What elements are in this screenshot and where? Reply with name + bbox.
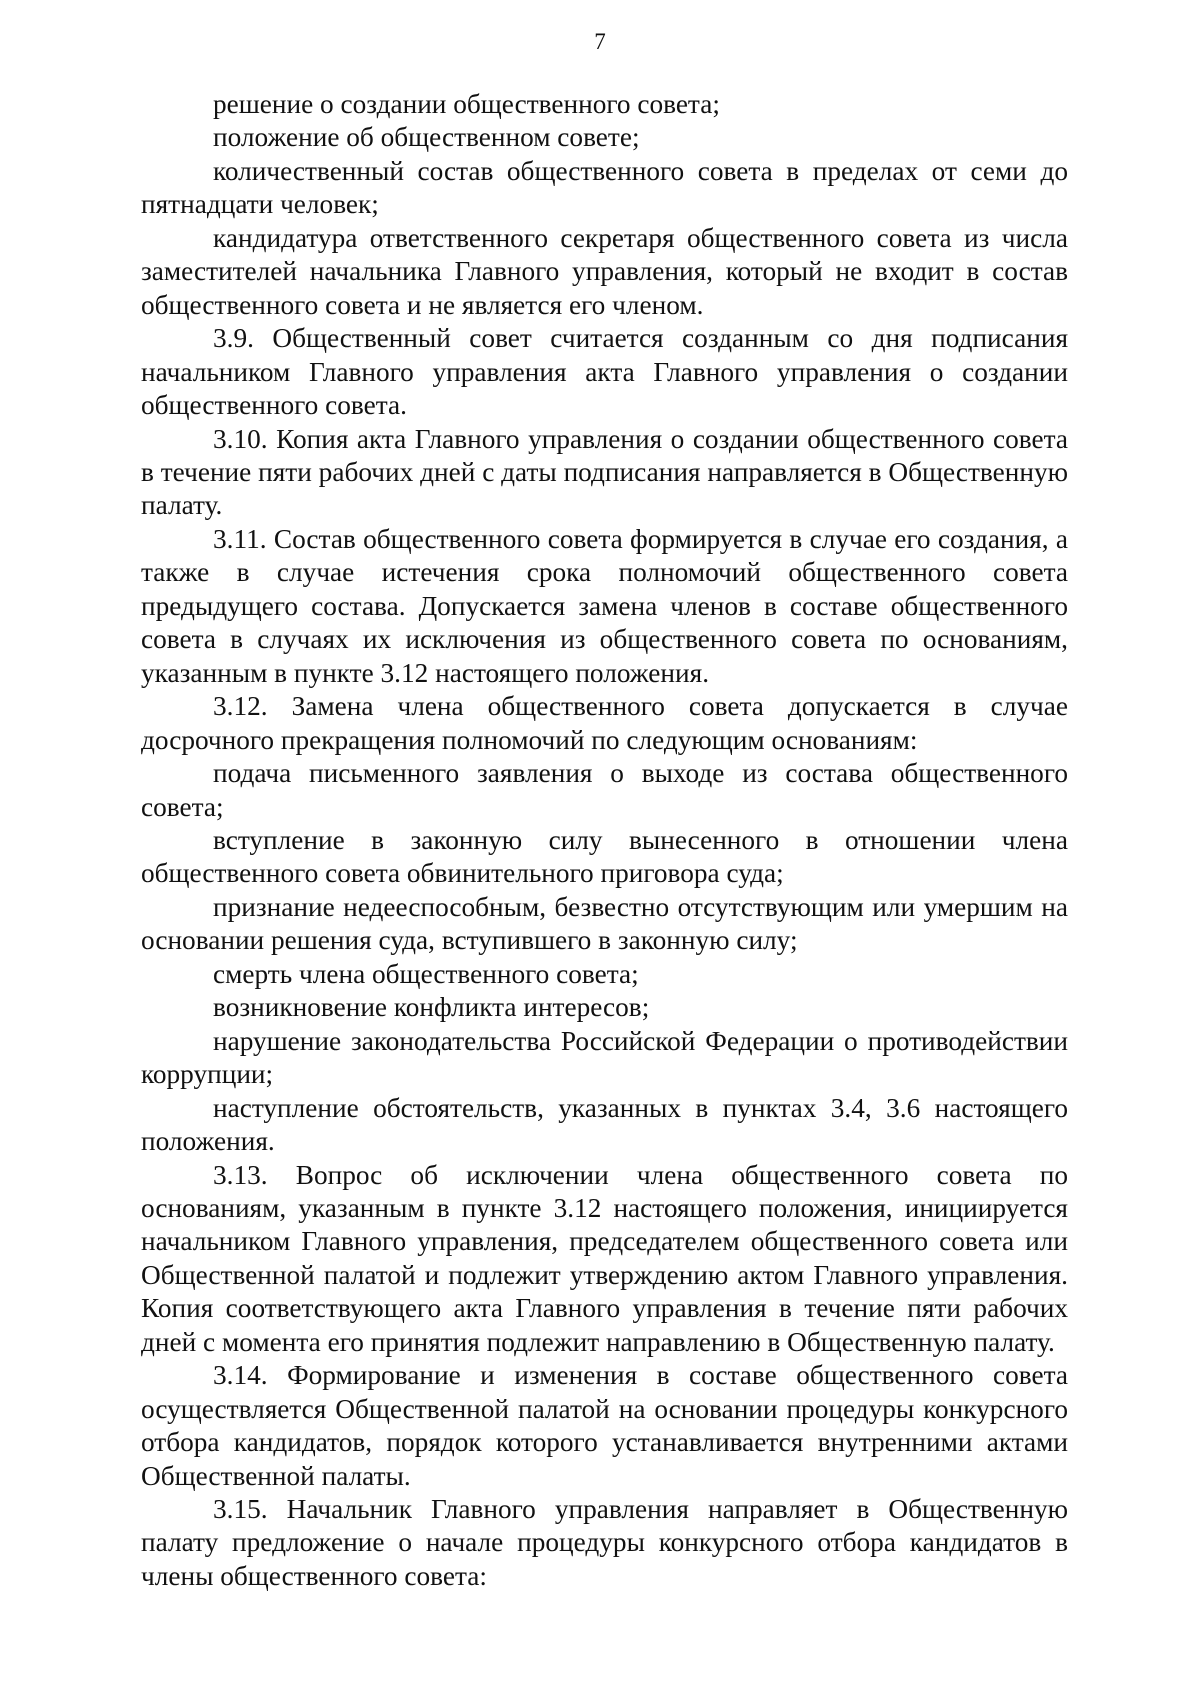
paragraph-3-10: 3.10. Копия акта Главного управления о создании общественного совета в течение пяти рабочих дней с даты подписания направляется в Общественную палату. [141, 423, 1068, 521]
list-item-circumstances: наступление обстоятельств, указанных в пунктах 3.4, 3.6 настоящего положения. [141, 1092, 1068, 1157]
list-item-resignation: подача письменного заявления о выходе из состава общественного совета; [141, 758, 1068, 822]
list-item-conflict: возникновение конфликта интересов; [213, 992, 650, 1023]
paragraph-3-13: 3.13. Вопрос об исключении члена общественного совета по основаниям, указанным в пункте 3.12 настоящего положения, инициируется начальником Главного управления, председателем общественного совета или Общественной палатой и подлежит утверждению актом Главного управления. Копия соответствующего акта Главного управления в течение пяти рабочих дней с момента его принятия подлежит направлению в Общественную палату. [141, 1159, 1068, 1357]
paragraph-3-11: 3.11. Состав общественного совета формируется в случае его создания, а также в случае истечения срока полномочий общественного совета предыдущего состава. Допускается замена членов в составе общественного совета в случаях их исключения из общественного совета по основаниям, указанным в пункте 3.12 настоящего положения. [141, 523, 1068, 688]
paragraph-regulation: положение об общественном совете; [213, 122, 640, 153]
document-body [141, 88, 1068, 1593]
list-item-corruption: нарушение законодательства Российской Федерации о противодействии коррупции; [141, 1025, 1068, 1090]
list-item-death: смерть члена общественного совета; [213, 958, 639, 989]
list-item-incapacity: признание недееспособным, безвестно отсутствующим или умершим на основании решения суда, вступившего в законную силу; [141, 891, 1068, 956]
page-number: 7 [594, 29, 606, 54]
paragraph-quantity: количественный состав общественного совета в пределах от семи до пятнадцати человек; [141, 155, 1068, 220]
paragraph-3-15: 3.15. Начальник Главного управления направляет в Общественную палату предложение о начале процедуры конкурсного отбора кандидатов в члены общественного совета: [141, 1494, 1068, 1591]
paragraph-secretary: кандидатура ответственного секретаря общественного совета из числа заместителей начальника Главного управления, который не входит в состав общественного совета и не является его членом. [141, 222, 1068, 320]
paragraph-decision: решение о создании общественного совета; [213, 89, 720, 119]
paragraph-3-9: 3.9. Общественный совет считается созданным со дня подписания начальником Главного управления акта Главного управления о создании общественного совета. [141, 323, 1068, 421]
paragraph-3-14: 3.14. Формирование и изменения в составе общественного совета осуществляется Общественной палатой на основании процедуры конкурсного отбора кандидатов, порядок которого устанавливается внутренними актами Общественной палаты. [141, 1360, 1068, 1491]
list-item-conviction: вступление в законную силу вынесенного в отношении члена общественного совета обвинительного приговора суда; [141, 824, 1068, 889]
paragraph-3-12: 3.12. Замена члена общественного совета допускается в случае досрочного прекращения полномочий по следующим основаниям: [141, 691, 1068, 755]
